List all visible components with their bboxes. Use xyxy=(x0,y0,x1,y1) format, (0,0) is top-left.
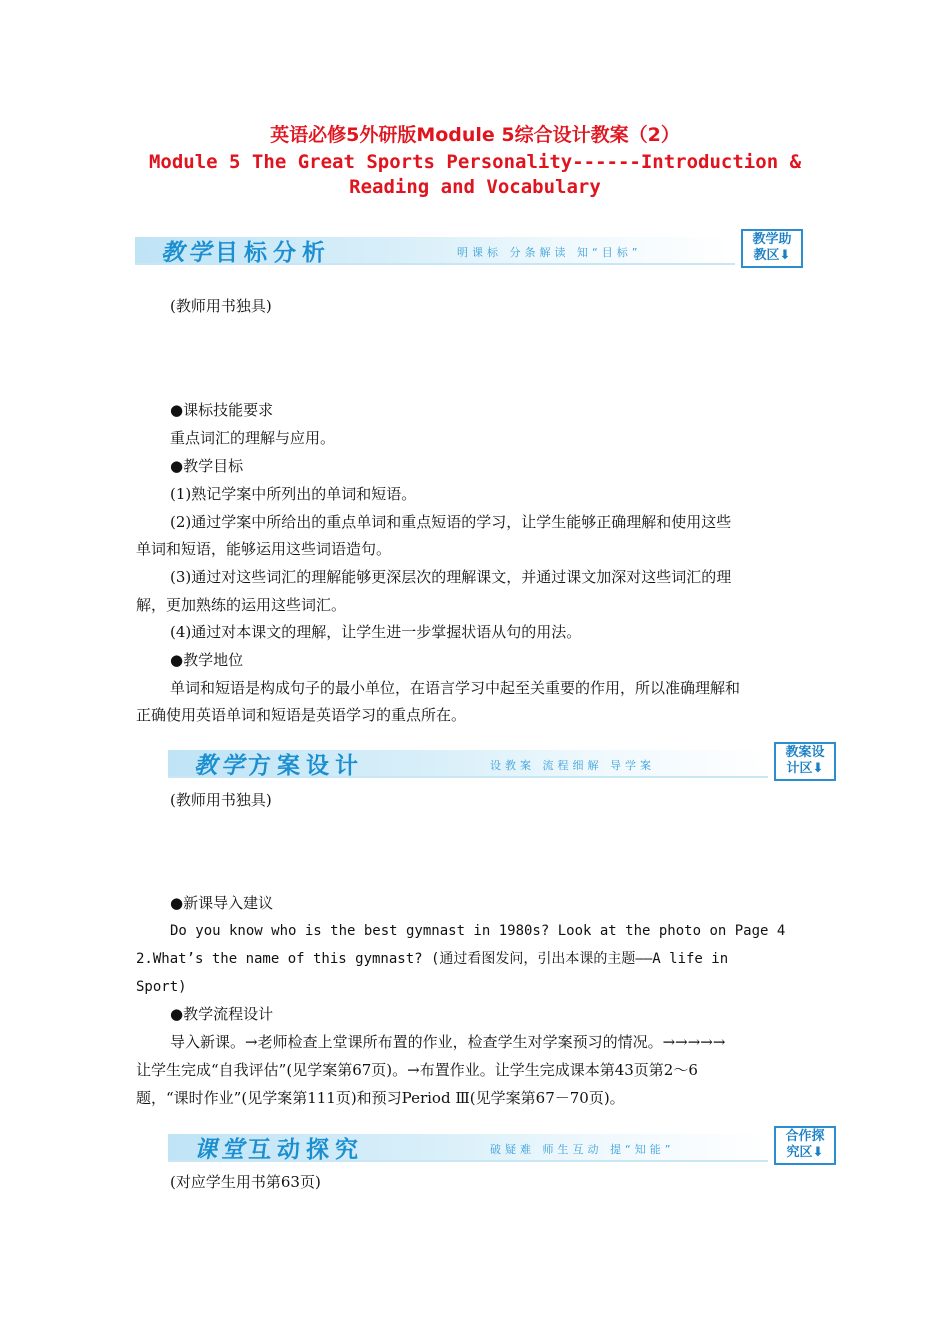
flow-line1: 导入新课。→老师检查上堂课所布置的作业，检查学生对学案预习的情况。→→→→→ xyxy=(170,1033,726,1051)
skill-text: 重点词汇的理解与应用。 xyxy=(170,429,336,447)
intro-line1: Do you know who is the best gymnast in 1980s? Look at the photo on Page 4 xyxy=(170,923,786,939)
goal-1: (1)熟记学案中所列出的单词和短语。 xyxy=(170,485,417,503)
flow-line2: 让学生完成“自我评估”(见学案第67页)。→布置作业。让学生完成课本第43页第2～6 xyxy=(136,1061,698,1079)
banner-title: 教学目标分析 xyxy=(161,239,331,266)
teacher-only-note: (教师用书独具) xyxy=(170,791,272,809)
heading-teaching-goals: ●教学目标 xyxy=(170,457,244,475)
intro-line3: Sport) xyxy=(136,979,187,995)
banner-badge: 教案设 计区⬇ xyxy=(774,742,836,781)
banner-badge: 教学助 教区⬇ xyxy=(741,229,803,268)
banner-subtitle: 设教案 流程细解 导学案 xyxy=(490,759,655,772)
goal-2-line1: (2)通过学案中所给出的重点单词和重点短语的学习，让学生能够正确理解和使用这些 xyxy=(170,513,732,531)
document-subtitle-line1: Module 5 The Great Sports Personality------Introduction & xyxy=(148,151,802,173)
document-title: 英语必修5外研版Module 5综合设计教案（2） xyxy=(270,124,680,146)
student-book-page-note: (对应学生用书第63页) xyxy=(170,1173,321,1191)
goal-4: (4)通过对本课文的理解，让学生进一步掌握状语从句的用法。 xyxy=(170,623,582,641)
banner-badge: 合作探 究区⬇ xyxy=(774,1126,836,1165)
intro-line2: 2.What’s the name of this gymnast? (通过看图发问，引出本课的主题——A life in xyxy=(136,951,729,967)
goal-3-line2: 解，更加熟练的运用这些词汇。 xyxy=(136,596,347,614)
heading-new-lesson-intro: ●新课导入建议 xyxy=(170,894,274,912)
position-line1: 单词和短语是构成句子的最小单位，在语言学习中起至关重要的作用，所以准确理解和 xyxy=(170,679,741,697)
banner-subtitle: 明课标 分条解读 知“目标” xyxy=(457,246,642,259)
section-banner-plan xyxy=(168,742,840,784)
banner-subtitle: 破疑难 师生互动 提“知能” xyxy=(490,1143,675,1156)
teacher-only-note: (教师用书独具) xyxy=(170,297,272,315)
goal-3-line1: (3)通过对这些词汇的理解能够更深层次的理解课文，并通过课文加深对这些词汇的理 xyxy=(170,568,732,586)
goal-2-line2: 单词和短语，能够运用这些词语造句。 xyxy=(136,540,392,558)
flow-line3: 题，“课时作业”(见学案第111页)和预习Period Ⅲ(见学案第67－70页)。 xyxy=(136,1089,625,1107)
document-subtitle-line2: Reading and Vocabulary xyxy=(349,176,601,198)
banner-title: 教学方案设计 xyxy=(194,752,364,779)
heading-teaching-position: ●教学地位 xyxy=(170,651,244,669)
banner-title: 课堂互动探究 xyxy=(194,1136,364,1163)
heading-teaching-flow: ●教学流程设计 xyxy=(170,1005,274,1023)
section-banner-objectives xyxy=(135,229,807,271)
position-line2: 正确使用英语单词和短语是英语学习的重点所在。 xyxy=(136,706,467,724)
section-banner-interactive xyxy=(168,1126,840,1168)
heading-skill-requirement: ●课标技能要求 xyxy=(170,401,274,419)
